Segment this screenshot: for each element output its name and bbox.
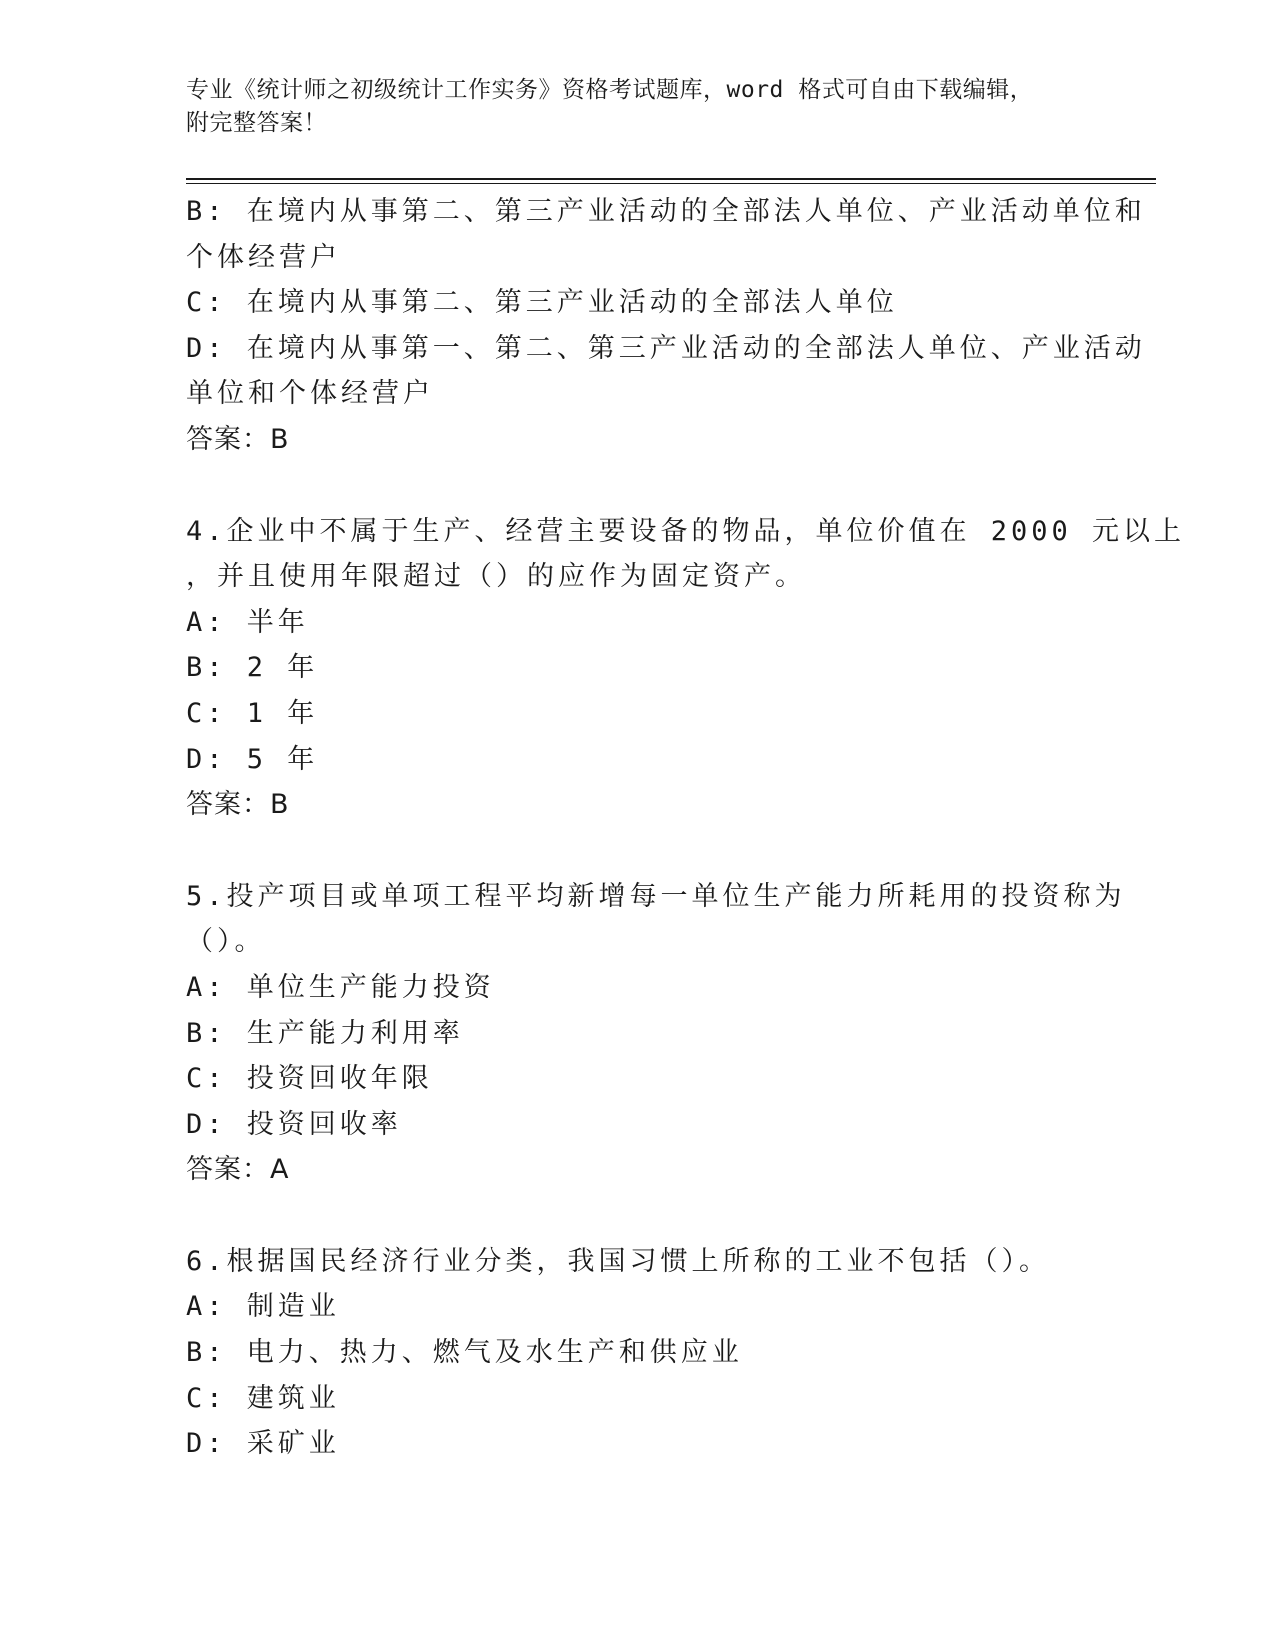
question-5 [186, 874, 1126, 1193]
q6-option-d: D: 采矿业 [186, 1428, 340, 1460]
q3-option-b-line-1: B: 在境内从事第二、第三产业活动的全部法人单位、产业活动单位和 [186, 196, 1146, 227]
q5-stem-line-2: （）。 [186, 926, 266, 958]
q6-option-c: C: 建筑业 [186, 1382, 340, 1414]
q5-stem-line-1: 5.投产项目或单项工程平均新增每一单位生产能力所耗用的投资称为 [186, 880, 1126, 912]
q4-option-b: B: 2 年 [186, 652, 319, 684]
q6-stem-line-1: 6.根据国民经济行业分类，我国习惯上所称的工业不包括（）。 [186, 1245, 1051, 1277]
q3-option-d-line-1: D: 在境内从事第一、第二、第三产业活动的全部法人单位、产业活动 [186, 332, 1146, 364]
header-line-2: 附完整答案！ [186, 110, 327, 136]
question-3 [186, 189, 1146, 463]
q6-option-b: B: 电力、热力、燃气及水生产和供应业 [186, 1337, 743, 1369]
q5-option-c: C: 投资回收年限 [186, 1063, 433, 1095]
q5-answer: 答案：A [186, 1154, 290, 1186]
q5-option-b: B: 生产能力利用率 [186, 1017, 464, 1049]
q5-option-d: D: 投资回收率 [186, 1108, 402, 1140]
q4-option-a: A: 半年 [186, 606, 309, 638]
q4-stem-line-2: ，并且使用年限超过（）的应作为固定资产。 [186, 561, 806, 593]
header-line-1: 专业《统计师之初级统计工作实务》资格考试题库，word 格式可自由下载编辑， [186, 77, 1034, 103]
q4-option-c: C: 1 年 [186, 697, 319, 729]
spacer [186, 1193, 1086, 1239]
spacer [186, 828, 1086, 874]
q4-answer: 答案：B [186, 789, 290, 821]
question-content [186, 189, 1186, 1467]
document-header [186, 74, 1066, 140]
q3-option-c: C: 在境内从事第二、第三产业活动的全部法人单位 [186, 287, 898, 319]
q6-option-a: A: 制造业 [186, 1291, 340, 1323]
question-6 [186, 1239, 1086, 1467]
spacer [186, 463, 1086, 509]
header-divider-thick [186, 178, 1156, 180]
header-divider-thin [186, 183, 1156, 184]
question-4 [186, 509, 1186, 828]
q3-option-b-line-2: 个体经营户 [186, 241, 341, 273]
q3-answer: 答案：B [186, 423, 290, 455]
q4-option-d: D: 5 年 [186, 743, 319, 775]
q5-option-a: A: 单位生产能力投资 [186, 971, 495, 1003]
q3-option-d-line-2: 单位和个体经营户 [186, 378, 434, 410]
q4-stem-line-1: 4.企业中不属于生产、经营主要设备的物品，单位价值在 2000 元以上 [186, 515, 1186, 547]
